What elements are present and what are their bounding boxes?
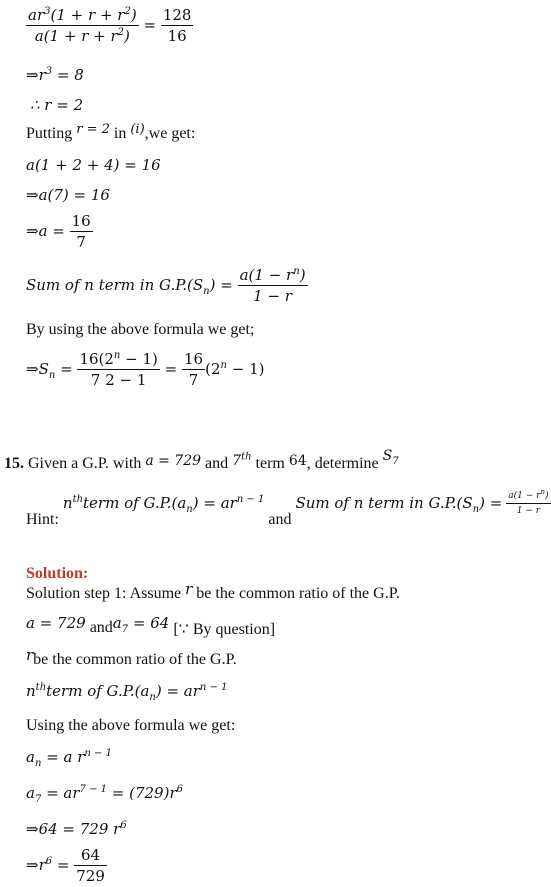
question-15: 15. Given a G.P. with a = 729 and 7th term 64, determine $S_7$ (4, 448, 399, 472)
line-r-cubed: $\Rightarrow r^3 = 8$ (26, 66, 84, 84)
line-r-common: rbe the common ratio of the G.P. (26, 646, 237, 668)
nth-term-formula: $n^{th}term$ of $G.P.(a_n) = ar^{n - 1}$ (26, 682, 228, 703)
using-text: Using the above formula we get: (26, 717, 236, 734)
line-a-sum: a(1 + 2 + 4) = 16 (26, 156, 161, 174)
solution-step1: Solution step 1: Assume r be the common ratio of the G.P. (26, 580, 400, 602)
line-a7-eq: $a_7 = ar^{7 - 1} = (729)r^6$ (26, 784, 183, 805)
line-an: $a_n = a$ $r^{n - 1}$ (26, 748, 112, 769)
fraction-rhs: $\frac{128}{16}$ (162, 6, 192, 45)
line-a729: a = 729 anda$_7$ = 64 [∵ By question] (26, 614, 276, 638)
by-using-text: By using the above formula we get; (26, 321, 255, 338)
hint-line: Hint: $n^{th}term$ of $G.P.(a_n) = ar^{n - 1}$ and Sum of n term in $G.P.(S_n)$ = $\frac{a(1 - r^n)}{1 - r}$ (26, 488, 549, 528)
line-a-fraction: ⇒a = $\frac{16}{7}$ (26, 212, 91, 251)
sn-equation: $\Rightarrow S_n$ = $\frac{16(2^n - 1)}{7 2 - 1}$ = $\frac{16}{7}$ $(2^n - 1)$ (26, 350, 265, 389)
equation-ratio: $\frac{ar^3(1 + r + r^2)}{a(1 + r + r^2)}$ = $\frac{128}{16}$ (28, 6, 192, 45)
fraction-lhs: $\frac{ar^3(1 + r + r^2)}{a(1 + r + r^2)}$ (28, 6, 137, 45)
sum-formula: Sum of n term in $G.P.(S_n)$ = $\frac{a(1 - r^n)}{1 - r}$ (26, 266, 306, 305)
line-putting: Putting $^{r = 2}$ in $^{(i)}$,we get: (26, 122, 196, 142)
line-a7: ⇒a(7) = 16 (26, 186, 110, 204)
line-therefore: ∴ r = 2 (30, 96, 84, 114)
line-64: ⇒64 = 729 $r^6$ (26, 820, 127, 838)
line-r6-fraction: $\Rightarrow r^6$ = $\frac{64}{729}$ (26, 846, 105, 885)
solution-heading: Solution: (26, 565, 89, 582)
